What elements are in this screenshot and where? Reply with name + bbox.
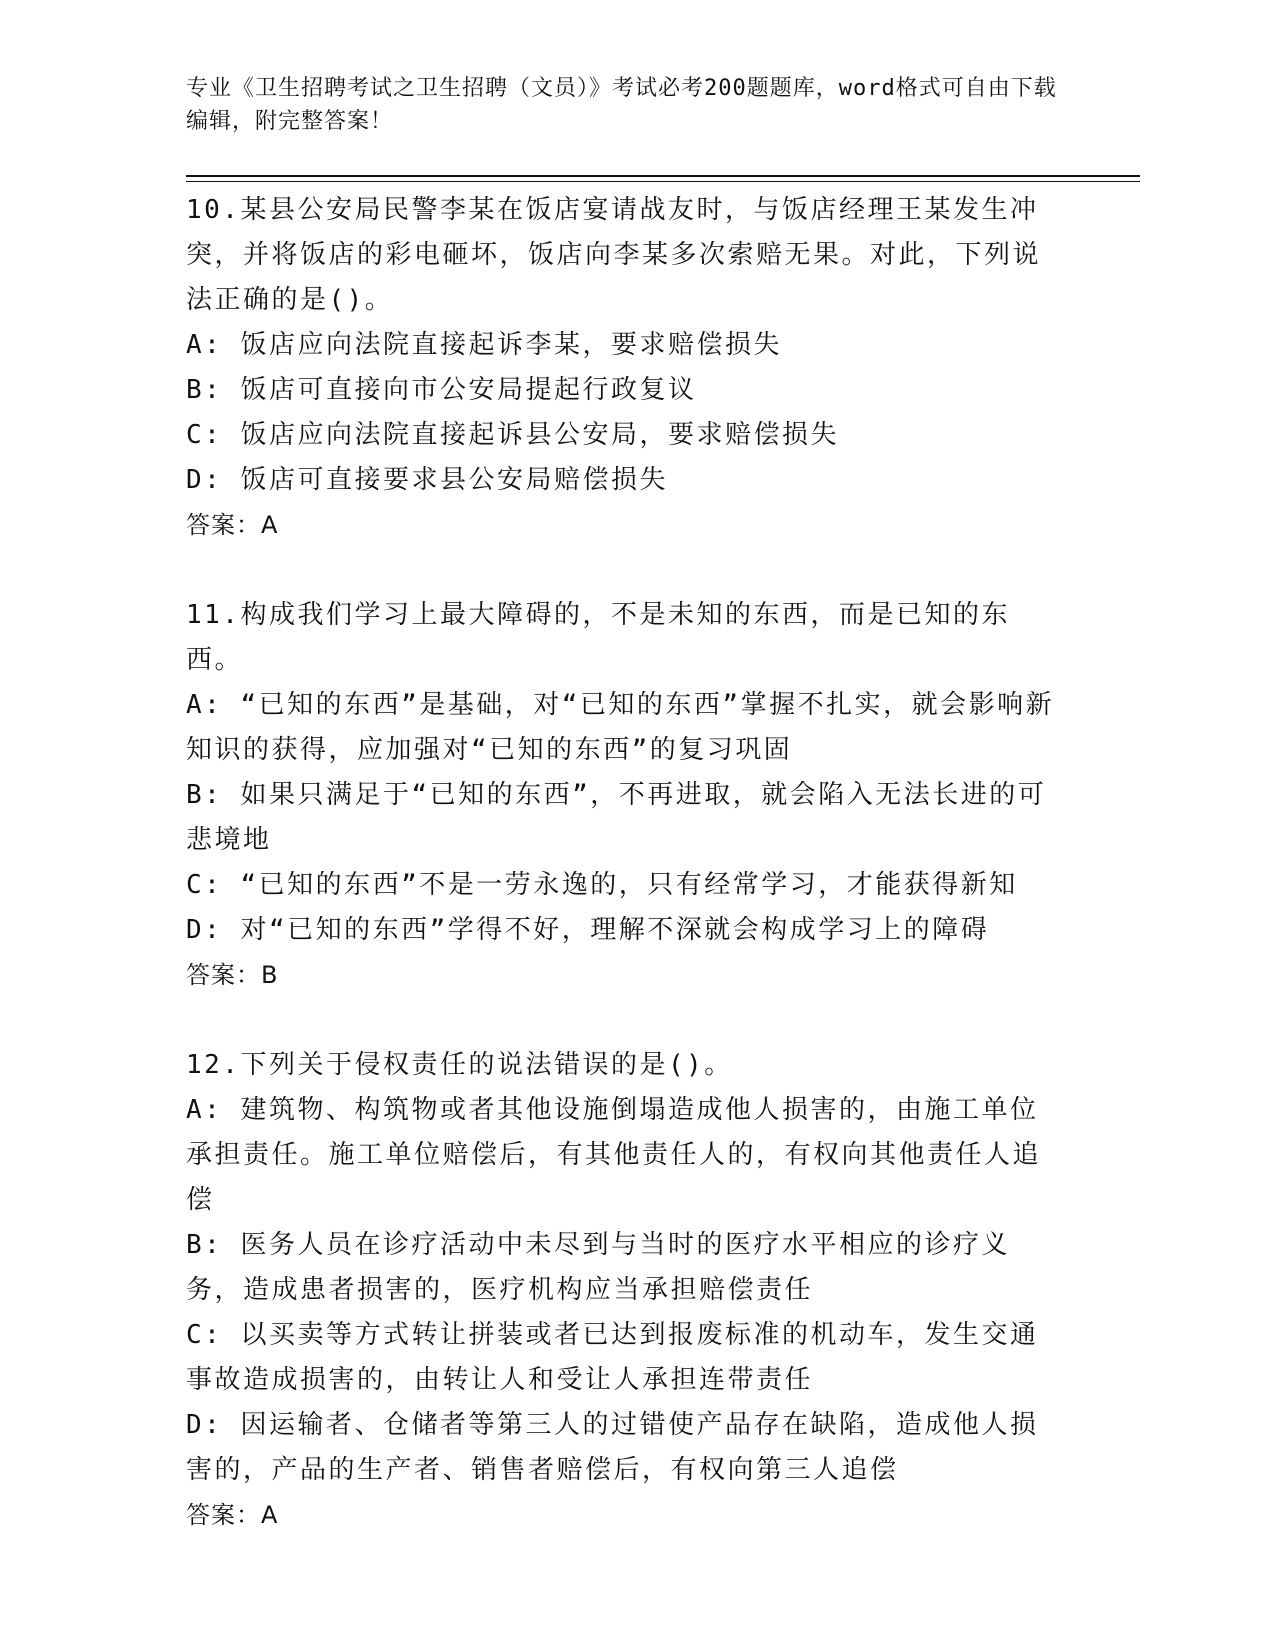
option-b: B: 医务人员在诊疗活动中未尽到与当时的医疗水平相应的诊疗义务，造成患者损害的，医疗机构应当承担赔偿责任 — [186, 1230, 1010, 1305]
header-rule-thick — [186, 175, 1140, 177]
question-12 — [186, 1043, 1066, 1538]
option-a: A: “已知的东西”是基础，对“已知的东西”掌握不扎实，就会影响新知识的获得，应加强对“已知的东西”的复习巩固 — [186, 690, 1055, 765]
option-c: C: 饭店应向法院直接起诉县公安局，要求赔偿损失 — [186, 420, 839, 450]
header-rule-thin — [186, 181, 1140, 182]
answer-line: 答案：A — [186, 1501, 279, 1529]
document-header: 专业《卫生招聘考试之卫生招聘（文员）》考试必考200题题库，word格式可自由下载编辑，附完整答案！ — [186, 76, 1057, 134]
question-stem: 10.某县公安局民警李某在饭店宴请战友时，与饭店经理王某发生冲突，并将饭店的彩电砸坏，饭店向李某多次索赔无果。对此，下列说法正确的是()。 — [186, 195, 1042, 315]
question-10 — [186, 188, 1066, 548]
option-b: B: 饭店可直接向市公安局提起行政复议 — [186, 375, 697, 405]
question-11 — [186, 593, 1066, 998]
option-c: C: 以买卖等方式转让拼装或者已达到报废标准的机动车，发生交通事故造成损害的，由转让人和受让人承担连带责任 — [186, 1320, 1039, 1395]
option-a: A: 建筑物、构筑物或者其他设施倒塌造成他人损害的，由施工单位承担责任。施工单位赔偿后，有其他责任人的，有权向其他责任人追偿 — [186, 1095, 1042, 1215]
question-stem: 11.构成我们学习上最大障碍的，不是未知的东西，而是已知的东西。 — [186, 600, 1010, 675]
option-a: A: 饭店应向法院直接起诉李某，要求赔偿损失 — [186, 330, 782, 360]
question-list — [186, 188, 1066, 1583]
answer-line: 答案：A — [186, 511, 279, 539]
option-c: C: “已知的东西”不是一劳永逸的，只有经常学习，才能获得新知 — [186, 870, 1018, 900]
option-d: D: 饭店可直接要求县公安局赔偿损失 — [186, 465, 668, 495]
question-stem: 12.下列关于侵权责任的说法错误的是()。 — [186, 1050, 733, 1080]
option-d: D: 对“已知的东西”学得不好，理解不深就会构成学习上的障碍 — [186, 915, 990, 945]
answer-line: 答案：B — [186, 961, 279, 989]
option-b: B: 如果只满足于“已知的东西”，不再进取，就会陷入无法长进的可悲境地 — [186, 780, 1047, 855]
option-d: D: 因运输者、仓储者等第三人的过错使产品存在缺陷，造成他人损害的，产品的生产者、销售者赔偿后，有权向第三人追偿 — [186, 1410, 1039, 1485]
